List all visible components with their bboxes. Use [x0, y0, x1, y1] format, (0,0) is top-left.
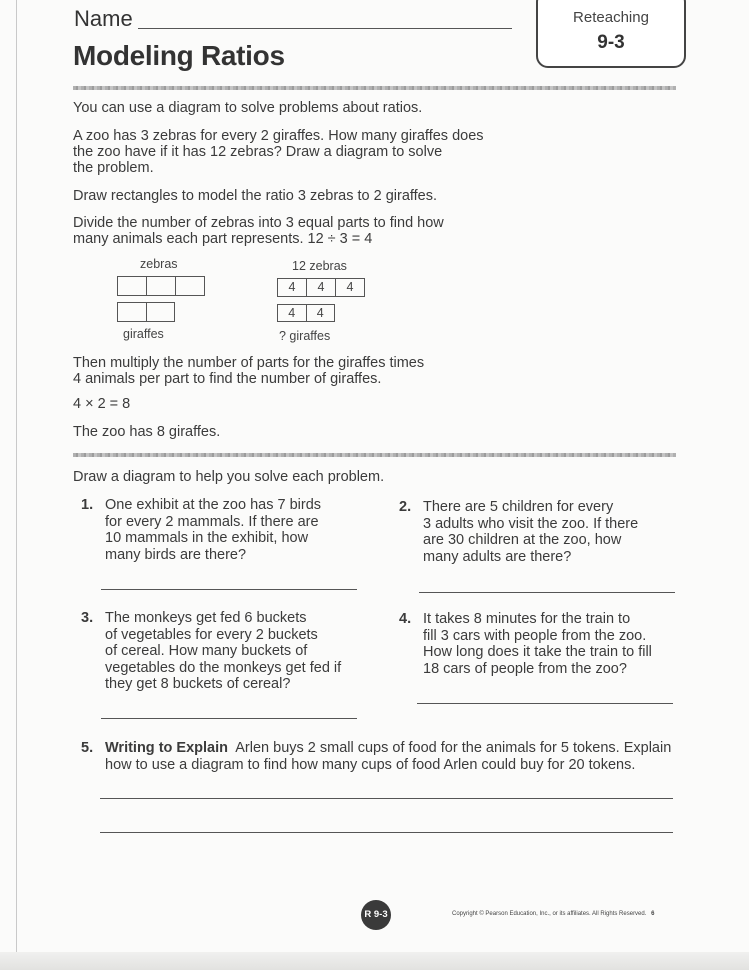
text-line: One exhibit at the zoo has 7 birds	[105, 497, 322, 513]
problem-3	[81, 610, 381, 693]
name-field-line[interactable]	[138, 28, 512, 29]
bar-segment: 4	[278, 279, 307, 296]
page-code-badge: R 9-3	[361, 900, 391, 930]
bar-segment	[118, 303, 147, 321]
text-line: It takes 8 minutes for the train to	[423, 611, 631, 627]
bar-segment: 4	[316, 306, 324, 320]
divider-top	[73, 86, 676, 90]
name-label: Name	[74, 6, 133, 31]
practice-instruction: Draw a diagram to help you solve each problem.	[73, 469, 385, 485]
intro-paragraph-4	[73, 215, 444, 247]
text-line: for every 2 mammals. If there are	[105, 513, 319, 530]
bar-segment	[118, 277, 147, 295]
answer-line-5a[interactable]	[100, 798, 673, 799]
text-line: Then multiply the number of parts for the giraffes times	[73, 355, 425, 371]
page-number: 6	[651, 911, 655, 917]
text-line: How long does it take the train to fill	[423, 644, 652, 660]
bar-segment: 4	[346, 280, 354, 294]
text-line: 4 animals per part to find the number of giraffes.	[73, 371, 382, 387]
problem-heading: Writing to Explain	[105, 740, 228, 756]
text-line: they get 8 buckets of cereal?	[105, 676, 291, 692]
bar-segment: 4	[278, 305, 307, 321]
diagram-right-giraffe-bar	[277, 304, 335, 322]
solution-conclusion: The zoo has 8 giraffes.	[73, 424, 221, 440]
diagram-left-giraffe-bar	[117, 302, 175, 322]
intro-paragraph-1: You can use a diagram to solve problems about ratios.	[73, 100, 423, 116]
text-line: 3 adults who visit the zoo. If there	[423, 515, 639, 532]
diagram-left-bottom-label: giraffes	[123, 327, 164, 341]
answer-line-2[interactable]	[419, 592, 675, 593]
text-line: are 30 children at the zoo, how	[423, 532, 622, 548]
text-line: 10 mammals in the exhibit, how	[105, 530, 309, 546]
copyright-text: Copyright © Pearson Education, Inc., or its affiliates. All Rights Reserved.	[452, 911, 647, 917]
problem-number: 4.	[399, 611, 412, 627]
text-line: many birds are there?	[105, 546, 247, 563]
diagram-right-top-label: 12 zebras	[292, 259, 347, 273]
problem-5	[81, 740, 681, 773]
problem-4	[399, 611, 699, 677]
text-line: of cereal. How many buckets of	[105, 643, 308, 659]
bar-segment	[176, 277, 204, 295]
intro-paragraph-3: Draw rectangles to model the ratio 3 zebras to 2 giraffes.	[73, 188, 438, 204]
text-line: many animals each part represents. 12 ÷ 3 = 4	[73, 231, 373, 247]
badge-label: Reteaching	[573, 9, 649, 26]
answer-line-5b[interactable]	[100, 832, 673, 833]
answer-line-3[interactable]	[101, 718, 357, 719]
text-span: Arlen buys 2 small cups of food for the animals for 5 tokens. Explain	[235, 740, 672, 756]
text-line: how to use a diagram to find how many cups of food Arlen could buy for 20 tokens.	[105, 756, 636, 773]
scan-edge-bottom	[0, 952, 749, 970]
page-title: Modeling Ratios	[73, 40, 285, 71]
text-line	[105, 740, 681, 757]
badge-lesson-number: 9-3	[597, 32, 625, 53]
text-line: A zoo has 3 zebras for every 2 giraffes. How many giraffes does	[73, 128, 484, 144]
bar-segment	[147, 303, 175, 321]
text-line: fill 3 cars with people from the zoo.	[423, 627, 647, 644]
text-line: vegetables do the monkeys get fed if	[105, 659, 342, 676]
divider-middle	[73, 453, 676, 457]
problem-number: 3.	[81, 610, 94, 626]
text-line: the problem.	[73, 160, 154, 176]
text-line: Divide the number of zebras into 3 equal parts to find how	[73, 215, 444, 231]
solution-paragraph	[73, 355, 424, 387]
answer-line-4[interactable]	[417, 703, 673, 704]
bar-segment: 4	[307, 279, 336, 296]
text-line: There are 5 children for every	[423, 499, 614, 515]
scan-edge-left	[16, 0, 17, 960]
copyright-notice	[452, 911, 654, 917]
text-line: 18 cars of people from the zoo?	[423, 660, 627, 677]
diagram-right-bottom-label: ? giraffes	[279, 329, 331, 343]
diagram-left-top-label: zebras	[140, 257, 178, 271]
bar-segment	[147, 277, 176, 295]
problem-number: 2.	[399, 499, 412, 515]
diagram-left-zebra-bar	[117, 276, 205, 296]
text-line: the zoo have if it has 12 zebras? Draw a diagram to solve	[73, 144, 443, 160]
intro-paragraph-2	[73, 128, 484, 176]
problem-2	[399, 499, 689, 565]
lesson-badge	[536, 0, 686, 68]
problem-number: 1.	[81, 497, 94, 513]
text-line: many adults are there?	[423, 548, 572, 565]
answer-line-1[interactable]	[101, 589, 357, 590]
text-line: The monkeys get fed 6 buckets	[105, 610, 307, 626]
problem-number: 5.	[81, 740, 94, 756]
problem-1	[81, 497, 371, 563]
solution-equation: 4 × 2 = 8	[73, 396, 131, 412]
diagram-right-zebra-bar	[277, 278, 365, 297]
text-line: of vegetables for every 2 buckets	[105, 626, 318, 643]
